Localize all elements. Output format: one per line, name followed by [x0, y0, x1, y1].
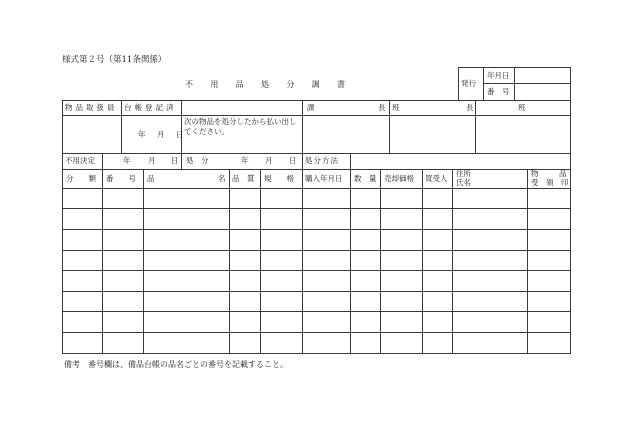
disposal-label: 処 分 — [186, 156, 209, 165]
col-header-receipt-1a: 物 — [531, 169, 539, 178]
col-line — [350, 153, 351, 169]
disposal-month: 月 — [265, 156, 273, 165]
col-line — [302, 100, 303, 153]
col-header-item-name-1: 品 — [147, 174, 155, 183]
col-line — [389, 100, 390, 153]
col-line — [422, 169, 423, 353]
table-row-line — [62, 270, 571, 271]
disposal-decision-label: 不用決定 — [65, 156, 95, 165]
decision-day: 日 — [171, 156, 179, 165]
row-line — [62, 188, 571, 189]
col-header-quality: 品 質 — [232, 174, 255, 183]
col-line — [350, 169, 351, 353]
title-char: 調 — [311, 80, 320, 89]
team-chief-label: 長 — [466, 103, 474, 112]
team-label: 班 — [518, 103, 526, 112]
request-text: 次の物品を処分したから払い出してください。 — [184, 117, 297, 137]
table-right-border — [570, 100, 571, 353]
ledger-label: 台帳登記済 — [124, 103, 177, 112]
table-top-border — [62, 100, 571, 101]
decision-year: 年 — [123, 156, 131, 165]
issue-box-left — [458, 67, 459, 100]
col-line — [260, 169, 261, 353]
title-char: 不 — [185, 80, 193, 89]
issue-number-label: 番 号 — [487, 87, 510, 96]
col-line — [102, 153, 103, 169]
title-char: 処 — [260, 80, 269, 89]
table-row-line — [62, 229, 571, 230]
col-line — [181, 100, 182, 153]
issue-box-mid — [483, 83, 571, 84]
issue-label: 発行 — [461, 79, 476, 88]
table-row-line — [62, 250, 571, 251]
col-line — [302, 153, 303, 169]
col-header-quantity: 数 量 — [354, 174, 377, 183]
title-char: 品 — [235, 80, 244, 89]
table-bottom-border — [62, 353, 571, 354]
row-line — [62, 153, 571, 154]
col-line — [475, 100, 476, 153]
issue-box-right — [570, 67, 571, 100]
ledger-date: 年 月 日 — [138, 130, 186, 139]
table-row-line — [62, 208, 571, 209]
form-number: 様式第２号（第11条関係） — [62, 55, 167, 65]
col-line — [229, 169, 230, 353]
col-header-name: 氏名 — [456, 178, 471, 187]
title-char: 書 — [336, 80, 345, 89]
disposal-method-label: 処分方法 — [305, 156, 339, 165]
title-char: 用 — [210, 80, 219, 89]
col-line — [143, 169, 144, 353]
issue-date-label: 年月日 — [487, 71, 510, 80]
table-row-line — [62, 311, 571, 312]
issue-box-div2 — [514, 67, 515, 100]
table-row-line — [62, 332, 571, 333]
disposal-day: 日 — [289, 156, 297, 165]
table-left-border — [62, 100, 63, 353]
col-line — [452, 169, 453, 353]
col-header-purchase-date: 購入年月日 — [305, 174, 343, 183]
form-title — [185, 79, 345, 90]
col-line — [181, 153, 182, 169]
col-header-sale-price: 売却価格 — [384, 174, 414, 183]
col-header-number: 番 号 — [106, 174, 136, 183]
issue-box-div1 — [483, 67, 484, 100]
col-line — [527, 169, 528, 353]
col-header-classification: 分 類 — [66, 174, 96, 183]
chief-section-label: 課 — [307, 103, 315, 112]
col-header-spec: 規 格 — [264, 174, 294, 183]
row-line — [62, 115, 571, 116]
row-line — [62, 169, 571, 170]
col-header-receipt-2: 受 領 印 — [531, 178, 569, 187]
team-section-label: 班 — [392, 103, 400, 112]
col-header-item-name-2: 名 — [218, 174, 226, 183]
col-header-buyer: 買受人 — [425, 174, 448, 183]
handler-label: 物品取扱員 — [65, 103, 118, 112]
col-line — [121, 100, 122, 153]
chief-label: 長 — [378, 103, 386, 112]
disposal-year: 年 — [241, 156, 249, 165]
col-line — [380, 169, 381, 353]
col-line — [102, 169, 103, 353]
remarks-note: 備考 番号欄は、備品台帳の品名ごとの番号を記載すること。 — [64, 360, 288, 369]
title-char: 分 — [286, 80, 295, 89]
col-line — [302, 169, 303, 353]
table-row-line — [62, 291, 571, 292]
col-header-address: 住所 — [456, 169, 471, 178]
col-header-receipt-1b: 品 — [559, 169, 567, 178]
decision-month: 月 — [148, 156, 156, 165]
